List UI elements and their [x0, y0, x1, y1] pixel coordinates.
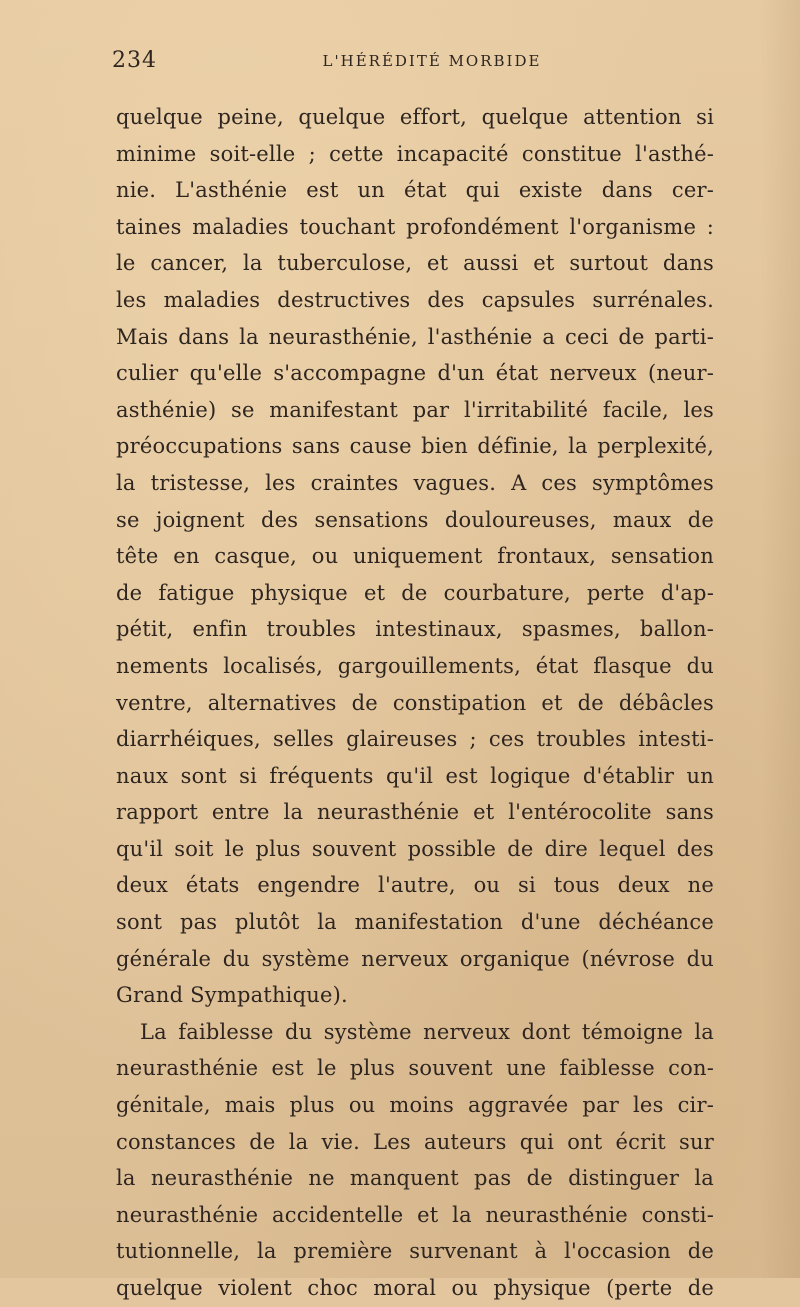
text-line: naux sont si fréquents qu'il est logique d'établir un — [116, 763, 714, 788]
text-line: qu'il soit le plus souvent possible de dire lequel des — [116, 836, 714, 861]
text-line: asthénie) se manifestant par l'irritabilité facile, les — [116, 397, 714, 422]
text-line: génitale, mais plus ou moins aggravée par les cir- — [116, 1093, 714, 1118]
text-line: pétit, enfin troubles intestinaux, spasmes, ballon- — [116, 617, 714, 642]
text-line: les maladies destructives des capsules surrénales. — [116, 287, 714, 312]
text-line: préoccupations sans cause bien définie, la perplexité, — [116, 434, 714, 459]
text-line: culier qu'elle s'accompagne d'un état nerveux (neur- — [116, 361, 714, 386]
text-line: sont pas plutôt la manifestation d'une déchéance — [116, 910, 714, 935]
text-line: quelque peine, quelque effort, quelque attention si — [116, 105, 714, 129]
text-line: neurasthénie accidentelle et la neurasthénie consti- — [116, 1202, 714, 1227]
text-line: le cancer, la tuberculose, et aussi et surtout dans — [116, 251, 714, 276]
body-text — [116, 99, 714, 1307]
text-line: taines maladies touchant profondément l'organisme : — [116, 214, 714, 239]
text-line: rapport entre la neurasthénie et l'entérocolite sans — [116, 800, 714, 825]
text-line: ventre, alternatives de constipation et de débâcles — [116, 690, 714, 715]
text-line: la neurasthénie ne manquent pas de distinguer la — [116, 1166, 714, 1191]
text-line: générale du système nerveux organique (névrose du — [116, 946, 714, 971]
text-line: deux états engendre l'autre, ou si tous deux ne — [116, 873, 714, 898]
text-line: de fatigue physique et de courbature, perte d'ap- — [116, 580, 714, 605]
text-line: La faiblesse du système nerveux dont témoigne la — [140, 1019, 714, 1044]
text-line: tutionnelle, la première survenant à l'occasion de — [116, 1239, 714, 1264]
text-line: quelque violent choc moral ou physique (perte de — [116, 1276, 714, 1300]
text-line: minime soit-elle ; cette incapacité constitue l'asthé- — [116, 141, 714, 166]
text-line: diarrhéiques, selles glaireuses ; ces troubles intesti- — [116, 727, 714, 752]
text-line: tête en casque, ou uniquement frontaux, sensation — [116, 544, 714, 569]
page-header — [112, 48, 712, 78]
text-line: constances de la vie. Les auteurs qui ont écrit sur — [116, 1129, 714, 1154]
text-line: neurasthénie est le plus souvent une faiblesse con- — [116, 1056, 714, 1081]
page-fold-shadow — [760, 0, 800, 1278]
text-line: Grand Sympathique). — [116, 983, 348, 1008]
running-title: L'HÉRÉDITÉ MORBIDE — [322, 52, 542, 70]
text-line: Mais dans la neurasthénie, l'asthénie a ceci de parti- — [116, 324, 714, 349]
page-number: 234 — [112, 48, 157, 73]
text-line: nie. L'asthénie est un état qui existe dans cer- — [116, 178, 714, 203]
text-line: se joignent des sensations douloureuses, maux de — [116, 507, 714, 532]
text-line: nements localisés, gargouillements, état flasque du — [116, 653, 714, 678]
text-line: la tristesse, les craintes vagues. A ces symptômes — [116, 470, 714, 495]
